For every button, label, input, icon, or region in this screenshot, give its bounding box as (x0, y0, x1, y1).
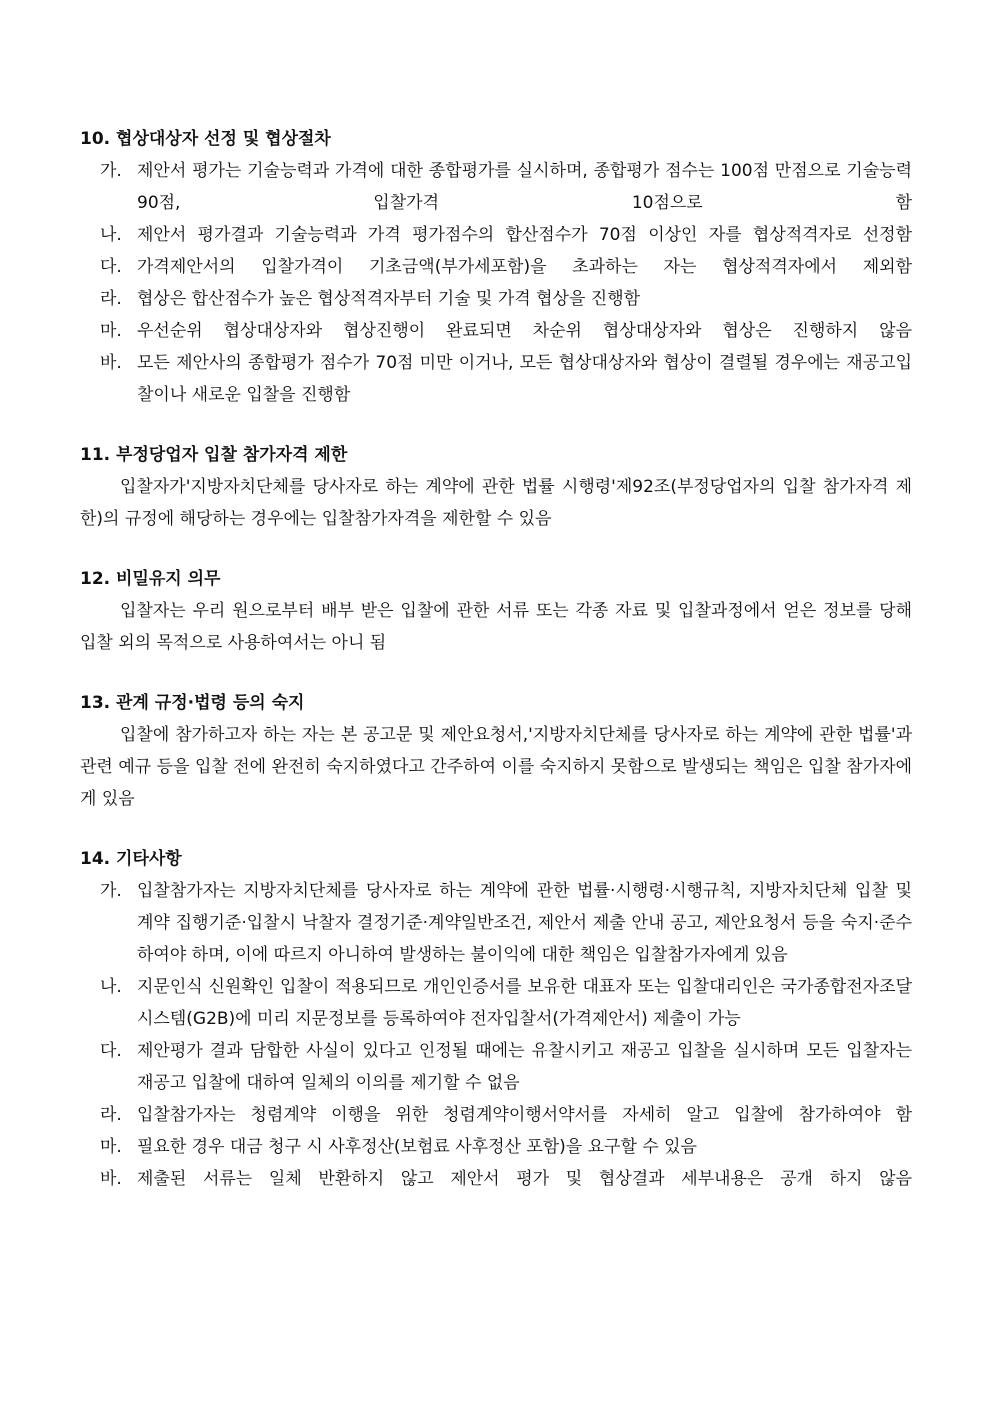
item-text: 제출된 서류는 일체 반환하지 않고 제안서 평가 및 협상결과 세부내용은 공개 하지 않음 (137, 1169, 912, 1189)
item-marker: 라. (100, 289, 122, 309)
section-heading: 11. 부정당업자 입찰 참가자격 제한 (80, 445, 348, 465)
section-11 (80, 439, 912, 535)
section-14 (80, 843, 912, 1195)
item-marker: 가. (100, 881, 122, 901)
list-item (80, 251, 912, 283)
item-marker: 다. (100, 1041, 122, 1061)
item-marker: 마. (100, 1137, 122, 1157)
item-text: 우선순위 협상대상자와 협상진행이 완료되면 차순위 협상대상자와 협상은 진행하지 않음 (137, 321, 912, 341)
item-marker: 라. (100, 1105, 122, 1125)
item-text: 가격제안서의 입찰가격이 기초금액(부가세포함)을 초과하는 자는 협상적격자에서 제외함 (137, 257, 912, 277)
item-marker: 마. (100, 321, 122, 341)
item-marker: 나. (100, 225, 122, 245)
section-paragraph: 입찰자가'지방자치단체를 당사자로 하는 계약에 관한 법률 시행령'제92조(부정당업자의 입찰 참가자격 제한)의 규정에 해당하는 경우에는 입찰참가자격을 제한할 수 있음 (80, 477, 912, 529)
section-12 (80, 563, 912, 659)
list-item (80, 1099, 912, 1131)
item-text: 제안평가 결과 담합한 사실이 있다고 인정될 때에는 유찰시키고 재공고 입찰을 실시하며 모든 입찰자는 재공고 입찰에 대하여 일체의 이의를 제기할 수 없음 (137, 1041, 912, 1093)
list-item (80, 315, 912, 347)
section-13 (80, 687, 912, 815)
section-heading: 12. 비밀유지 의무 (80, 569, 221, 589)
item-text: 입찰참가자는 지방자치단체를 당사자로 하는 계약에 관한 법률·시행령·시행규칙, 지방자치단체 입찰 및 계약 집행기준·입찰시 낙찰자 결정기준·계약일반조건, 제안서 제출 안내 공고, 제안요청서 등을 숙지·준수하여야 하며, 이에 따르지 아니하여 발생하는 불이익에 대한 책임은 입찰참가자에게 있음 (137, 881, 912, 965)
list-item (80, 219, 912, 251)
item-text: 입찰참가자는 청렴계약 이행을 위한 청렴계약이행서약서를 자세히 알고 입찰에 참가하여야 함 (137, 1105, 912, 1125)
item-text: 협상은 합산점수가 높은 협상적격자부터 기술 및 가격 협상을 진행함 (137, 289, 641, 309)
section-10 (80, 123, 912, 411)
item-marker: 바. (100, 1169, 122, 1189)
section-heading: 10. 협상대상자 선정 및 협상절차 (80, 129, 331, 149)
item-text: 모든 제안사의 종합평가 점수가 70점 미만 이거나, 모든 협상대상자와 협상이 결렬될 경우에는 재공고입찰이나 새로운 입찰을 진행함 (137, 353, 912, 405)
item-marker: 나. (100, 977, 122, 997)
section-paragraph: 입찰자는 우리 원으로부터 배부 받은 입찰에 관한 서류 또는 각종 자료 및 입찰과정에서 얻은 정보를 당해 입찰 외의 목적으로 사용하여서는 아니 됨 (80, 601, 912, 653)
list-item (80, 1163, 912, 1195)
section-heading: 14. 기타사항 (80, 849, 182, 869)
item-marker: 바. (100, 353, 122, 373)
list-item (80, 1035, 912, 1099)
document-body (80, 123, 912, 1223)
section-heading: 13. 관계 규정·법령 등의 숙지 (80, 693, 305, 713)
list-item (80, 283, 912, 315)
item-text: 지문인식 신원확인 입찰이 적용되므로 개인인증서를 보유한 대표자 또는 입찰대리인은 국가종합전자조달시스템(G2B)에 미리 지문정보를 등록하여야 전자입찰서(가격제안서) 제출이 가능 (137, 977, 912, 1029)
list-item (80, 1131, 912, 1163)
item-marker: 다. (100, 257, 122, 277)
section-paragraph: 입찰에 참가하고자 하는 자는 본 공고문 및 제안요청서,'지방자치단체를 당사자로 하는 계약에 관한 법률'과 관련 예규 등을 입찰 전에 완전히 숙지하였다고 간주하여 이를 숙지하지 못함으로 발생되는 책임은 입찰 참가자에게 있음 (80, 725, 912, 809)
item-marker: 가. (100, 161, 122, 181)
item-text: 제안서 평가는 기술능력과 가격에 대한 종합평가를 실시하며, 종합평가 점수는 100점 만점으로 기술능력 90점, 입찰가격 10점으로 함 (137, 161, 912, 213)
item-text: 필요한 경우 대금 청구 시 사후정산(보험료 사후정산 포함)을 요구할 수 있음 (137, 1137, 697, 1157)
list-item (80, 971, 912, 1035)
list-item (80, 875, 912, 971)
list-item (80, 155, 912, 219)
item-text: 제안서 평가결과 기술능력과 가격 평가점수의 합산점수가 70점 이상인 자를 협상적격자로 선정함 (137, 225, 912, 245)
list-item (80, 347, 912, 411)
